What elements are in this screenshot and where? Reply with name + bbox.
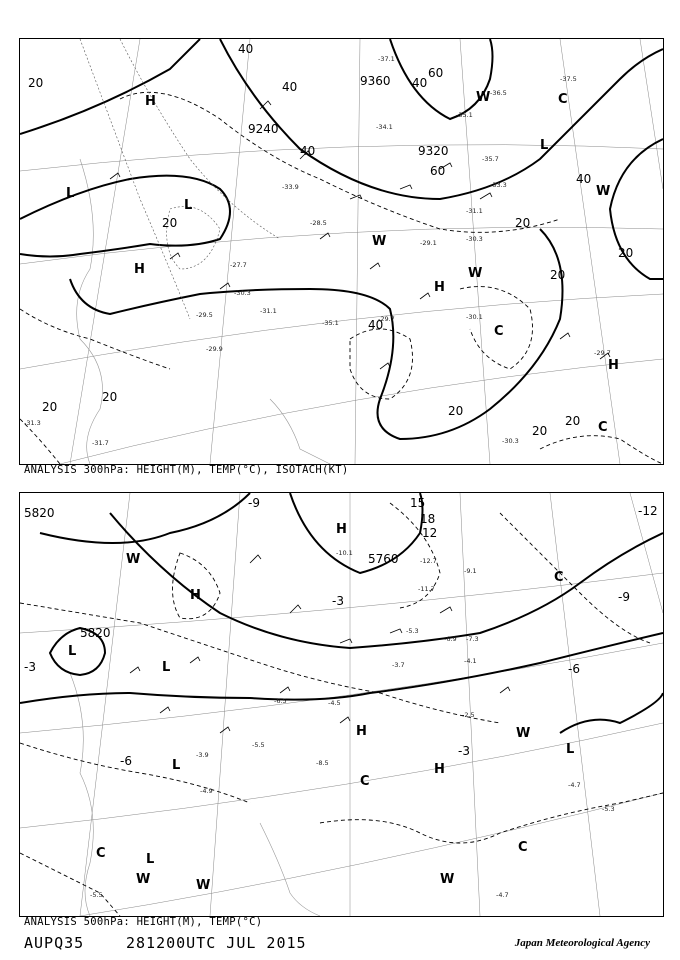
system-marker: C [598, 420, 608, 435]
temp-value: -29.1 [420, 239, 437, 247]
system-marker: H [608, 358, 619, 373]
chart-300hpa [19, 38, 664, 465]
system-marker: L [66, 186, 75, 201]
temp-value: -30.3 [502, 437, 519, 445]
caption-500hpa: ANALYSIS 500hPa: HEIGHT(M), TEMP(°C) [24, 916, 263, 928]
valid-time: 281200UTC JUL 2015 [126, 934, 307, 952]
temp-readings-300 [24, 55, 611, 447]
isotach-label: 40 [412, 76, 428, 90]
isotach-label: 20 [102, 390, 118, 404]
temp-value: -3.9 [196, 751, 209, 759]
temp-value: -8.5 [316, 759, 329, 767]
height-label: 9240 [248, 122, 279, 136]
system-marker: C [518, 840, 528, 855]
temp-value: -31.1 [260, 307, 277, 315]
temp-value: -30.3 [234, 289, 251, 297]
isotach-label: 20 [550, 268, 566, 282]
system-marker: W [196, 878, 211, 893]
system-marker: C [554, 570, 564, 585]
temp-value: -37.5 [560, 75, 577, 83]
isotach-label: 20 [515, 216, 531, 230]
temp-value: -27.7 [230, 261, 247, 269]
system-marker: L [162, 660, 171, 675]
temp-value: -28.5 [310, 219, 327, 227]
temp-value: -6.9 [444, 635, 457, 643]
temp-value: -11.7 [418, 585, 435, 593]
isotherms-500 [20, 503, 663, 916]
temp-value: -3.7 [392, 661, 405, 669]
temp-value: -5.5 [252, 741, 265, 749]
isotherm-label: -12 [638, 504, 658, 518]
system-marker: H [434, 762, 445, 777]
system-marker: C [360, 774, 370, 789]
temp-value: -12.7 [420, 557, 437, 565]
system-marker: H [190, 588, 201, 603]
temp-value: -30.1 [466, 313, 483, 321]
height-label: 5820 [80, 626, 111, 640]
height-label: 9320 [418, 144, 449, 158]
temp-value: -35.1 [456, 111, 473, 119]
temp-value: -31.7 [92, 439, 109, 447]
temp-value: -4.5 [328, 699, 341, 707]
isotach-label: 40 [238, 42, 254, 56]
temp-value: -5.3 [602, 805, 615, 813]
isotherm-label: -6 [120, 754, 132, 768]
system-marker: C [96, 846, 106, 861]
isotherm-label: -3 [458, 744, 470, 758]
isotach-label: 40 [368, 318, 384, 332]
system-marker: W [476, 90, 491, 105]
temp-readings-500 [90, 549, 615, 899]
system-marker: H [145, 94, 156, 109]
product-code: AUPQ35 [24, 934, 85, 952]
system-marker: H [336, 522, 347, 537]
temp-value: -33.9 [282, 183, 299, 191]
isotachs-300 [20, 92, 663, 464]
temp-value: -4.7 [496, 891, 509, 899]
temp-value: -29.7 [594, 349, 611, 357]
temp-value: -31.3 [24, 419, 41, 427]
temp-value: -4.1 [464, 657, 477, 665]
agency-name: Japan Meteorological Agency [514, 937, 650, 949]
system-marker: C [494, 324, 504, 339]
isotherm-label: 12 [422, 526, 438, 540]
temp-value: -5.5 [90, 891, 103, 899]
temp-value: -5.3 [406, 627, 419, 635]
isotach-label: 40 [282, 80, 298, 94]
system-marker: H [434, 280, 445, 295]
height-label: 9360 [360, 74, 391, 88]
height-label: 5820 [24, 506, 55, 520]
system-marker: W [596, 184, 611, 199]
temp-value: -31.1 [466, 207, 483, 215]
height-label: 5760 [368, 552, 399, 566]
isotach-label: 60 [430, 164, 446, 178]
system-marker: L [184, 198, 193, 213]
system-marker: W [516, 726, 531, 741]
temp-value: -6.5 [274, 697, 287, 705]
isotach-label: 20 [532, 424, 548, 438]
isotherm-label: 18 [420, 512, 436, 526]
system-marker: L [172, 758, 181, 773]
wind-barbs-300 [110, 101, 610, 369]
map-500hpa-svg [20, 493, 663, 916]
isotherm-label: -6 [568, 662, 580, 676]
system-marker: W [372, 234, 387, 249]
system-marker: L [566, 742, 575, 757]
isotach-label: 20 [618, 246, 634, 260]
temp-value: -29.7 [378, 315, 395, 323]
temp-value: -2.5 [462, 711, 475, 719]
temp-value: -29.9 [206, 345, 223, 353]
temp-value: -35.7 [482, 155, 499, 163]
isotherm-label: -3 [332, 594, 344, 608]
japan-coast-500 [260, 823, 320, 916]
temp-value: -4.7 [568, 781, 581, 789]
temp-value: -30.3 [466, 235, 483, 243]
temp-value: -4.9 [200, 787, 213, 795]
system-marker: W [126, 552, 141, 567]
temp-value: -37.1 [378, 55, 395, 63]
isotach-label: 20 [42, 400, 58, 414]
japan-coast-300 [270, 399, 330, 464]
system-marker: W [440, 872, 455, 887]
system-marker: L [146, 852, 155, 867]
isotherm-label: 15 [410, 496, 426, 510]
temp-value: -10.1 [336, 549, 353, 557]
temp-value: -7.3 [466, 635, 479, 643]
isotach-label: 40 [576, 172, 592, 186]
system-marker: L [68, 644, 77, 659]
chart-500hpa [19, 492, 664, 917]
system-marker: H [356, 724, 367, 739]
caption-300hpa: ANALYSIS 300hPa: HEIGHT(M), TEMP(°C), ISOTACH(KT) [24, 464, 349, 476]
temp-value: -36.5 [490, 89, 507, 97]
system-marker: C [558, 92, 568, 107]
isotach-label: 20 [28, 76, 44, 90]
system-marker: W [468, 266, 483, 281]
temp-value: -33.3 [490, 181, 507, 189]
system-marker: L [540, 138, 549, 153]
isotherm-label: -3 [24, 660, 36, 674]
temp-value: -9.1 [464, 567, 477, 575]
isotherm-label: -9 [248, 496, 260, 510]
temp-value: -29.5 [196, 311, 213, 319]
map-300hpa-svg [20, 39, 663, 464]
temp-value: -35.1 [322, 319, 339, 327]
isotach-label: 20 [162, 216, 178, 230]
isotherm-label: -9 [618, 590, 630, 604]
isotach-label: 40 [300, 144, 316, 158]
isotach-label: 20 [448, 404, 464, 418]
temp-value: -34.1 [376, 123, 393, 131]
system-marker: W [136, 872, 151, 887]
isotach-label: 60 [428, 66, 444, 80]
isotach-label: 20 [565, 414, 581, 428]
system-marker: H [134, 262, 145, 277]
